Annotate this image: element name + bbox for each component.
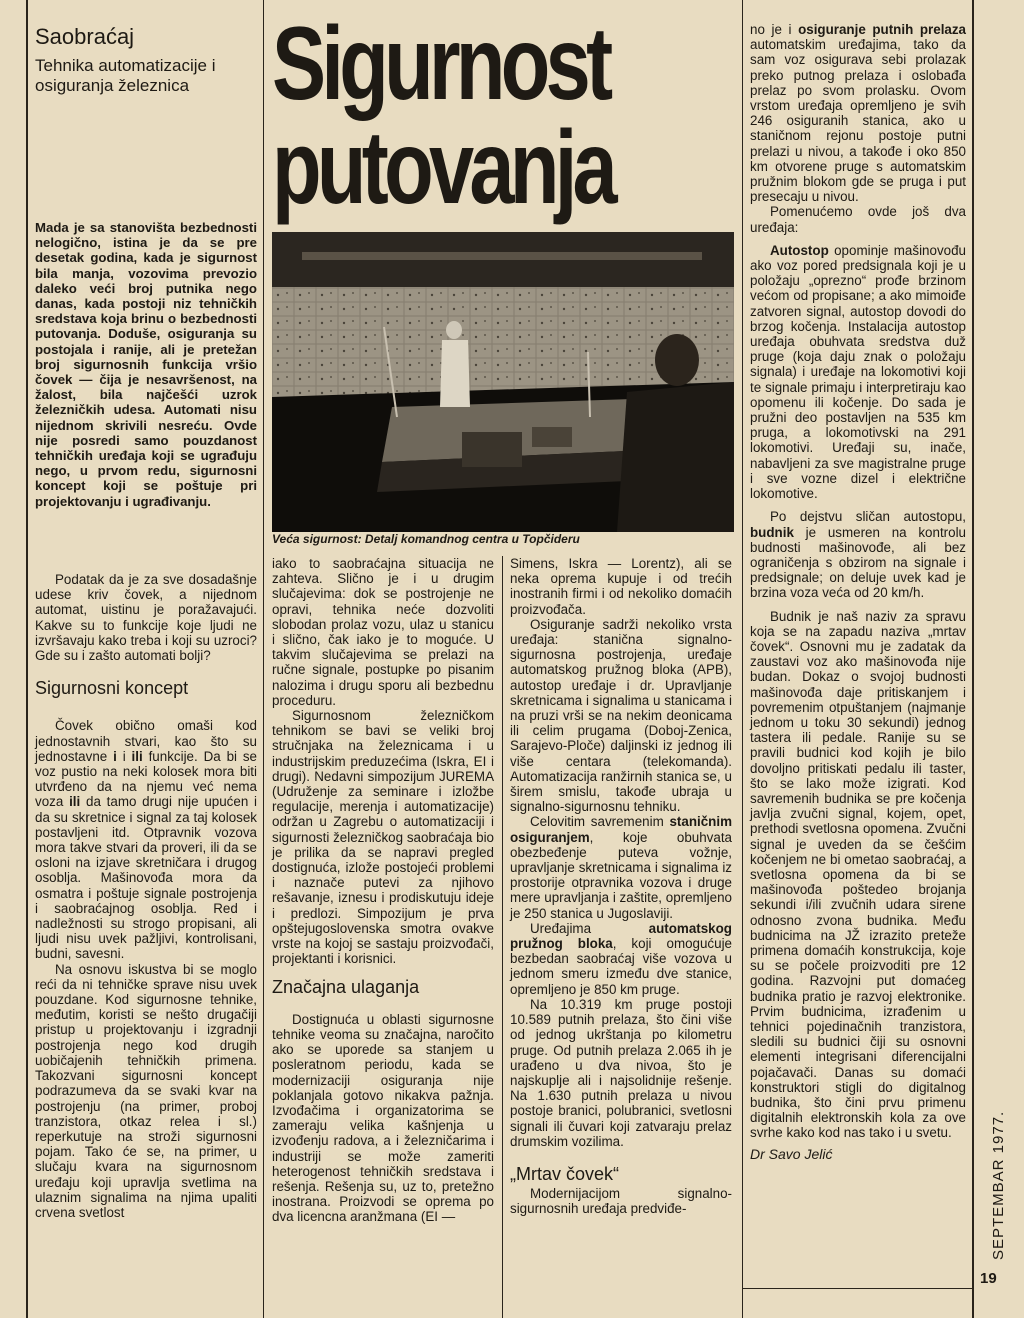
col3-p4-text-c: , koji omogućuje bezbedan saobraćaj više vozova u jednom smeru između dve stanice, opremljeno je 850 km pruge. [510,936,733,997]
col3-paragraph-1: Simens, Iskra — Lorentz), ali se neka oprema kupuje i od trećih inostranih firmi i od nekoliko domaćih proizvođača. [510,556,732,617]
col1-paragraph-3: Na osnovu iskustva bi se moglo reći da ni tehničke sprave nisu uvek pouzdane. Kod sigurnosne tehnike, međutim, koristi se nešto drugačiji pristup u projektovanju i izgradnji postrojenja nego kod drugih uobičajenih tehničkih primena. Takozvani sigurnosni koncept podrazumeva da se svaki kvar na postrojenju (na primer, proboj tranzistora, otkaz relea i sl.) reperkutuje na stroži sigurnosni pojam. Tako će se, na primer, u slučaju kvara na sigurnosnom uređaju koji upravlja svetlima na ulaznim signalima na njima upaliti crvena svetlost [35,961,257,1220]
headline-line-1: Sigurnost [272,6,609,122]
col4-paragraph-1 [750,22,966,204]
col1-paragraph-2 [35,718,257,961]
col3-p4-text-a: Uređajima [530,920,649,936]
column-3 [510,556,732,1217]
section-subtitle: Tehnika automatizacije i osiguranja železnica [35,56,216,95]
col1-p2-bold-i: i [113,748,117,764]
col1-p2-bold-ili-2: ili [69,794,81,810]
col4-paragraph-2: Pomenućemo ovde još dva uređaja: [750,204,966,235]
control-center-photo [272,232,734,532]
column-4 [750,22,966,1162]
bottom-rule-right [742,1288,974,1289]
col1-paragraph-1: Podatak da je za sve dosadašnje udese kriv čovek, a nijednom automat, uistinu je poražavajući. Kakve su to funkcije koje ljudi ne izvršavaju kako treba i koji su uzroci? Gde su i zašto automati bolji? [35,572,257,664]
col1-p2-text-g: da tamo drugi nije upućen i da su skretnice i signal za taj kolosek postavljeni itd. Otpravnik vozova mora takve stvari da proveri, ili da se osloni na izjave skretničara i drugog osoblja. Mašinovođa mora da osmatra i poštuje signale postrojenja i saobraćajnog osoblja. Red i nadležnosti su strogo propisani, ali ljudi nisu uvek pažljivi, kontrolisani, budni, savesni. [35,794,258,962]
col4-p3-bold: Autostop [770,242,829,258]
control-center-photo-drawing [272,232,734,532]
col4-p1-text-a: no je i [750,22,799,37]
headline-line-2: putovanja [272,110,613,226]
col1-p2-bold-ili: ili [131,748,143,764]
column-1 [35,572,257,1220]
col4-paragraph-5: Budnik je naš naziv za spravu koja se na zapadu naziva „mrtav čovek“. Osnovni mu je zadatak da zaustavi voz ako mašinovođa nije budan. Dokaz o svojoj budnosti mašinovođa daje pritiskanjem i povremenim otpuštanjem (najmanje jednom u toku 30 sekundi) jednog tastera ili pedale. Ranije su se pravili budnici kod kojih je bilo dovoljno pritiskati pedalu ili taster, što se lako može izigrati. Kod savremenih budnika se pre kočenja javlja zvučni signal, kojem, opet, prethodi svetlosna opomena. Zvučni signal je uveden da se češćim kočenjem ne bi ometao saobraćaj, a svetlosna opomena da bi se mašinovođa poštedeo brojanja sekundi i/ili zvučnih udara sirene odnosno zvona budnika. Među budnicima na JŽ izrazito preteže primena domaćih konstrukcija, koje su se počele proizvoditi pre 12 godina. Razvojni put domaćeg budnika pratio je razvoj elektronike. Prvim budnicima, izrađenim u tehnici pojedinačnih tranzistora, sledili su budnici čiji su osnovni elementi integrisani diferencijalni pojačavači. Danas su domaći konstruktori stigli do digitalnog budnika, što čini prvu primenu digitalnih elektronskih kola za ove svrhe kako kod nas tako i u svetu. [750,608,966,1141]
col3-p4-bold: automatskog pružnog bloka [510,920,732,952]
heading-znacajna-ulaganja: Značajna ulaganja [272,977,420,998]
col3-paragraph-5: Na 10.319 km pruge postoji 10.589 putnih prelaza, što čini više od jednog ukrštanja po kilometru pruge. Od putnih prelaza 2.065 ih je urađeno u dva nivoa, što je najskuplje ali i najsolidnije rešenje. Na 1.630 putnih prelaza u nivou postoje branici, polubranici, svetlosni signali ili čuvari koji zatvaraju prelaz drumskim vozilima. [510,996,732,1149]
col3-paragraph-2: Osiguranje sadrži nekoliko vrsta uređaja: stanična signalno-sigurnosna postrojenja, uređaje automatskog pružnog bloka (APB), autostop uređaje i dr. Upravljanje skretnicama i signalima u stanicama i na pruzi vrši se na nekim deonicama ili celim prugama (Doboj-Zenica, Sarajevo-Ploče) daljinski iz jednog ili više centara (telekomanda). Automatizacija ranžirnih stanica se, u širem smislu, takođe ubraja u signalno-sigurnosnu tehniku. [510,616,732,815]
col4-p1-text-c: automatskim uređajima, tako da sam voz osigurava sebi prolazak preko putnog prelaza i oslobađa prelaz po svom prolasku. Ovom vrstom uređaja opremljeno je svih 246 osiguranih stanica, ako u staničnom rejonu postoje putni prelazi u nivou, a takođe i oko 850 km otvorene pruge s automatskim pružnim blokom gde se pruga i put presecaju u nivou. [750,37,966,205]
right-border-rule [972,0,974,1318]
photo-caption: Veća sigurnost: Detalj komandnog centra u Topčideru [272,532,580,546]
left-border-rule [26,0,28,1318]
col1-p2-text-e: funkcije. Da bi se voz pustio na neki kolosek mora biti utvrđeno da na njemu već nema voza [35,748,258,810]
col2-paragraph-3: Dostignuća u oblasti sigurnosne tehnike veoma su značajna, naročito ako se uporede sa stanjem u posleratnom periodu, kada se modernizaciji osiguranja nije poklanjala gotovo nikakva pažnja. Izvođačima i organizatorima se zameraju velika kašnjenja u izvođenju radova, a i železničarima i industriji se može zameriti heterogenost tehničkih sredstava i rešenja. Rešenja su, uz to, pretežno inostrana. Proizvodi se oprema po dva licencna aranžmana (EI — [272,1011,494,1225]
column-rule-1 [263,0,264,1318]
section-label: Saobraćaj [35,24,135,49]
col4-p4-text-c: je usmeren na kontrolu budnosti mašinovođe, ali bez ograničenja s obzirom na signale i predsignale; on deluje uvek kad je brzina voza veća od 20 km/h. [750,524,966,601]
author-byline: Dr Savo Jelić [750,1145,833,1162]
col3-p3-text-a: Celovitim savremenim [530,814,670,830]
col1-p2-text-c: i [116,748,132,764]
col2-paragraph-1: iako to saobraćajna situacija ne zahteva. Slično je i u drugim slučajevima: dok se postrojenje ne opravi, tehnika neće dozvoliti slobodan prolaz vozu, ulaz u stanicu i slično, čak iako je to moguće. U takvim slučajevima se prelazi na ručne signale, postupke po pisanim nalozima i drugu sporu ali bezbednu proceduru. [272,556,494,708]
col3-paragraph-3 [510,814,732,920]
col3-paragraph-4 [510,921,732,997]
lead-paragraph: Mada je sa stanovišta bezbednosti nelogično, istina je da se pre desetak godina, kada je sigurnost bila manja, vozovima prevozio daleko veći broj putnika nego danas, kada postoji niz tehničkih sredstava koja brinu o bezbednosti putovanja. Doduše, osiguranja su postojala i ranije, ali je pretežan broj sigurnosnih funkcija vršio čovek — čija je nesavršenost, na žalost, bila najčešći uzrok železničkih udesa. Automati nisu nijednom skrivili nesreću. Ovde nije posredi samo pouzdanost tehničkih uređaja koji se ugrađuju nego, u prvom redu, sigurnosni koncept koji se poštuje pri projektovanju i ugrađivanju. [35,220,257,509]
col4-p1-bold: osiguranje putnih prelaza [798,22,966,37]
page-number: 19 [980,1270,997,1287]
heading-sigurnosni-koncept: Sigurnosni koncept [35,678,189,699]
issue-date: SEPTEMBAR 1977. [990,1110,1007,1260]
column-rule-2 [502,556,503,1318]
col4-paragraph-3 [750,243,966,501]
heading-mrtav-covek: „Mrtav čovek“ [510,1163,620,1184]
column-rule-3 [742,0,743,1318]
col3-p3-text-c: , koje obuhvata obezbeđenje puteva vožnje, upravljanje skretnicama i signalima iz prostorije otpravnika vozova i druge mere upravljanja i zaštite, opremljeno je 250 stanica u Jugoslaviji. [510,829,732,921]
column-2 [272,556,494,1225]
headline [272,6,639,226]
col3-paragraph-6: Modernijacijom signalno-sigurnosnih uređaja predviđe- [510,1186,732,1217]
col2-paragraph-2: Sigurnosnom železničkom tehnikom se bavi se veliki broj stručnjaka na železnicama i u industrijskim preduzećima (Iskra, EI i drugi). Nedavni simpozijum JUREMA (Udruženje za seminare i izložbe regulacije, merenja i automatizacije) održan u Zagrebu o automatizaciji i sigurnosti železničkog saobraćaja bio je prilika da se napravi pregled dostignuća, izlože postojeći problemi i naznače putevi za njihovo rešavanje, iznesu i prodiskutuju ideje i predlozi. Simpozijum je prva opštejugoslovenska smotra ovakve vrste na kojoj se sastaju proizvođači, projektanti i korisnici. [272,708,494,967]
col4-paragraph-4 [750,509,966,600]
col4-p3-text: opominje mašinovođu ako voz pored predsignala koji je u položaju „oprezno“ prođe brzinom većom od propisane; a ako mimoiđe zatvoren signal, autostop dovodi do brzog kočenja. Instalacija autostop uređaja obuhvata sredstva duž pruge (koja daju znak o položaju signala) i uređaje na lokomotivi koji te signale primaju i interpretiraju kao opomenu ili kočenje. Do sada je pružni deo postavljen na 535 km pruga, a lokomotivski na 291 lokomotivi. Uređaji su, inače, nabavljeni za sve magistralne pruge i sve vozne dizel i električne lokomotive. [750,242,966,502]
col3-p3-bold: staničnim osiguranjem [510,814,732,845]
col4-p4-text-a: Po dejstvu sličan autostopu, [770,509,966,525]
col1-p2-text-a: Čovek obično omaši kod jednostavnih stvari, kao što su jednostavne [35,718,257,764]
col4-p4-bold: budnik [750,524,794,540]
